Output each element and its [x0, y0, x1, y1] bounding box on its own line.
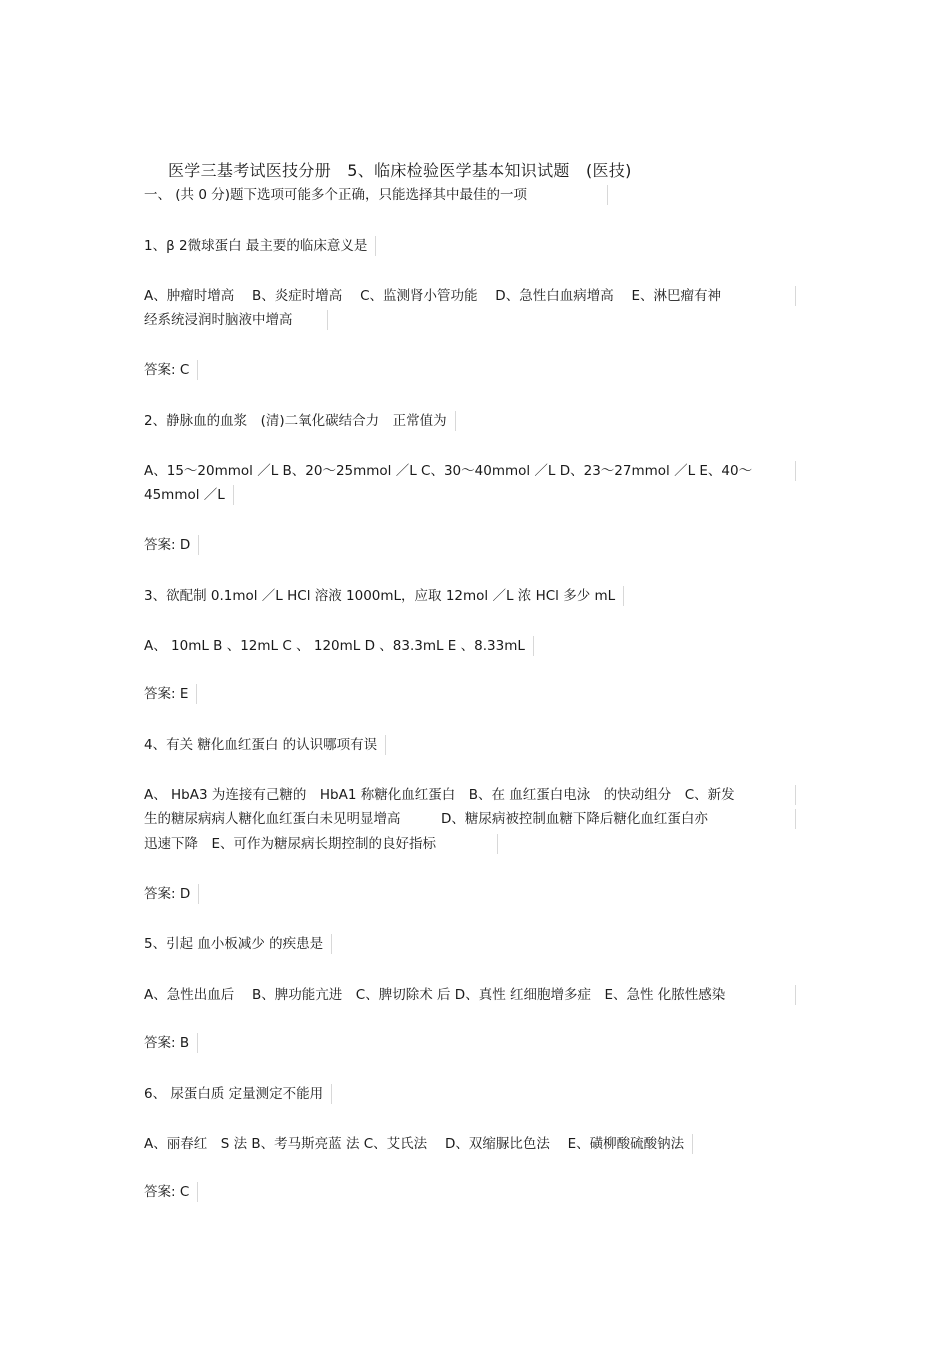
question-3-answer: 答案: E: [144, 684, 197, 704]
question-1-options-cont: 经系统浸润时脑液中增高: [144, 310, 328, 330]
question-6-answer: 答案: C: [144, 1182, 198, 1202]
question-1-stem: 1、β 2微球蛋白 最主要的临床意义是: [144, 236, 376, 256]
question-3-stem: 3、欲配制 0.1mol ／L HCl 溶液 1000mL，应取 12mol ／L 浓 HCl 多少 mL: [144, 586, 624, 606]
question-1-answer: 答案: C: [144, 360, 198, 380]
question-5-options: A、急性出血后 B、脾功能亢进 C、脾切除术 后 D、真性 红细胞增多症 E、急性 化脓性感染: [144, 985, 796, 1005]
question-2-stem: 2、静脉血的血浆 (清)二氧化碳结合力 正常值为: [144, 411, 456, 431]
question-4-options-cont2: 迅速下降 E、可作为糖尿病长期控制的良好指标: [144, 834, 498, 854]
question-3-options: A、 10mL B 、12mL C 、 120mL D 、83.3mL E 、8.33mL: [144, 636, 534, 656]
question-2-options-cont: 45mmol ／L: [144, 485, 234, 505]
section-header: 一、 (共 0 分)题下选项可能多个正确，只能选择其中最佳的一项: [144, 185, 608, 205]
question-6-options: A、丽春红 S 法 B、考马斯亮蓝 法 C、艾氏法 D、双缩脲比色法 E、磺柳酸硫酸钠法: [144, 1134, 693, 1154]
question-5-stem: 5、引起 血小板减少 的疾患是: [144, 934, 332, 954]
question-2-answer: 答案: D: [144, 535, 199, 555]
question-4-answer: 答案: D: [144, 884, 199, 904]
question-5-answer: 答案: B: [144, 1033, 198, 1053]
document-title: 医学三基考试医技分册 5、临床检验医学基本知识试题 (医技): [168, 161, 632, 180]
question-6-stem: 6、 尿蛋白质 定量测定不能用: [144, 1084, 332, 1104]
question-4-options: A、 HbA3 为连接有己糖的 HbA1 称糖化血红蛋白 B、在 血红蛋白电泳 的快动组分 C、新发: [144, 785, 796, 805]
question-2-options: A、15～20mmol ／L B、20～25mmol ／L C、30～40mmol ／L D、23～27mmol ／L E、40～: [144, 461, 796, 481]
question-1-options: A、肿瘤时增高 B、炎症时增高 C、监测肾小管功能 D、急性白血病增高 E、淋巴瘤有神: [144, 286, 796, 306]
question-4-options-cont: 生的糖尿病病人糖化血红蛋白未见明显增高 D、糖尿病被控制血糖下降后糖化血红蛋白亦: [144, 809, 796, 829]
question-4-stem: 4、有关 糖化血红蛋白 的认识哪项有误: [144, 735, 386, 755]
